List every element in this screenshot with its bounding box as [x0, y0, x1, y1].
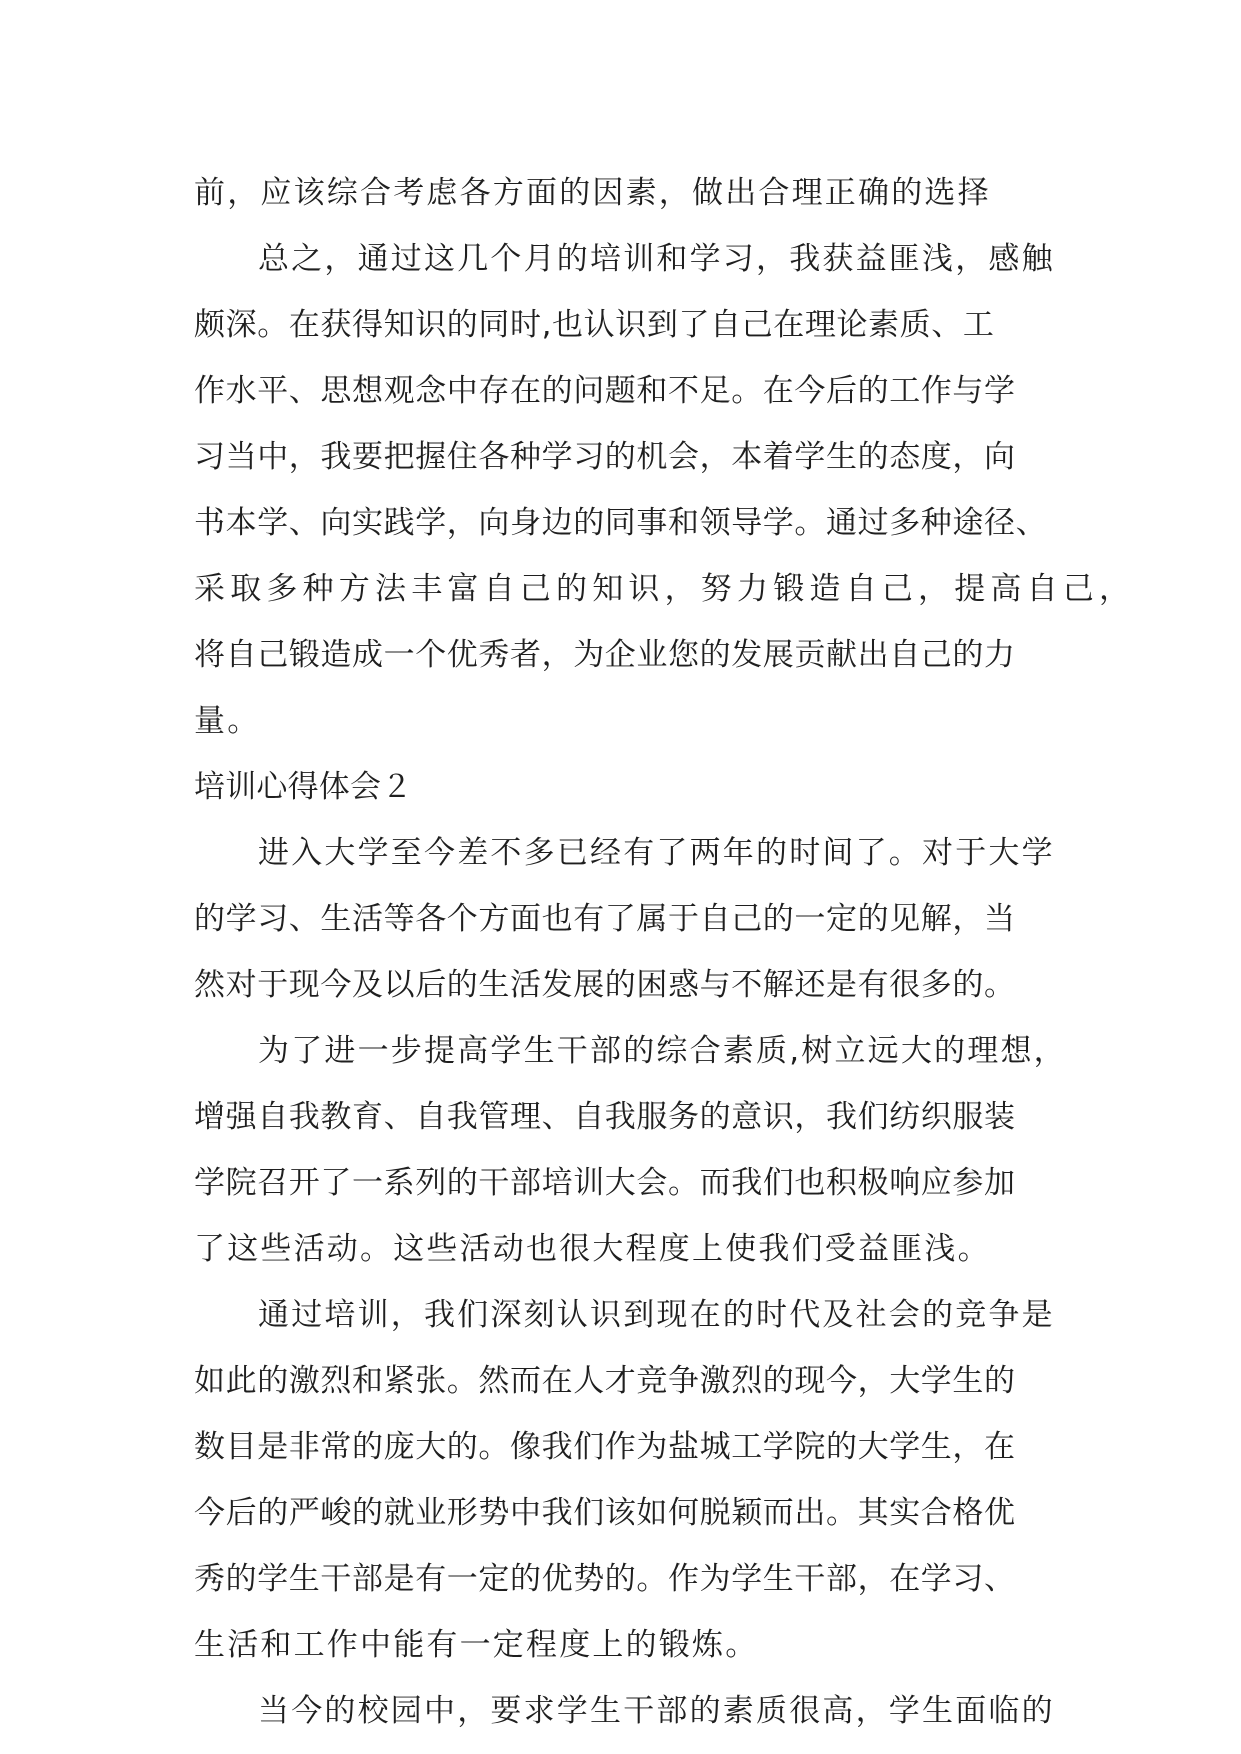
- text-line: 量。: [194, 703, 261, 739]
- text-line: 生活和工作中能有一定程度上的锻炼。: [194, 1627, 759, 1663]
- text-line: 颇深。在获得知识的同时,也认识到了自己在理论素质、工: [194, 307, 995, 343]
- text-line: 采取多种方法丰富自己的知识，努力锻造自己，提高自己，: [194, 571, 1136, 607]
- paragraph-start: 进入大学至今差不多已经有了两年的时间了。对于大学: [258, 835, 1055, 871]
- text-line: 然对于现今及以后的生活发展的困惑与不解还是有很多的。: [194, 967, 1016, 1003]
- text-line: 秀的学生干部是有一定的优势的。作为学生干部，在学习、: [194, 1561, 1016, 1597]
- document-body: [194, 160, 1136, 1744]
- section-heading: 培训心得体会２: [194, 769, 413, 805]
- text-line: 的学习、生活等各个方面也有了属于自己的一定的见解，当: [194, 901, 1016, 937]
- text-line: 将自己锻造成一个优秀者，为企业您的发展贡献出自己的力: [194, 637, 1016, 673]
- paragraph-start: 通过培训，我们深刻认识到现在的时代及社会的竞争是: [258, 1297, 1055, 1333]
- text-line: 作水平、思想观念中存在的问题和不足。在今后的工作与学: [194, 373, 1016, 409]
- text-line: 如此的激烈和紧张。然而在人才竞争激烈的现今，大学生的: [194, 1363, 1016, 1399]
- text-line: 了这些活动。这些活动也很大程度上使我们受益匪浅。: [194, 1231, 991, 1267]
- paragraph-start: 总之，通过这几个月的培训和学习，我获益匪浅，感触: [258, 241, 1055, 277]
- text-line: 学院召开了一系列的干部培训大会。而我们也积极响应参加: [194, 1165, 1016, 1201]
- text-line: 前，应该综合考虑各方面的因素，做出合理正确的选择: [194, 175, 991, 211]
- paragraph-start: 当今的校园中，要求学生干部的素质很高，学生面临的: [258, 1693, 1055, 1729]
- text-line: 数目是非常的庞大的。像我们作为盐城工学院的大学生，在: [194, 1429, 1016, 1465]
- text-line: 增强自我教育、自我管理、自我服务的意识，我们纺织服装: [194, 1099, 1016, 1135]
- paragraph-start: 为了进一步提高学生干部的综合素质,树立远大的理想，: [258, 1033, 1067, 1069]
- text-line: 书本学、向实践学，向身边的同事和领导学。通过多种途径、: [194, 505, 1048, 541]
- text-line: 习当中，我要把握住各种学习的机会，本着学生的态度，向: [194, 439, 1016, 475]
- text-line: 今后的严峻的就业形势中我们该如何脱颖而出。其实合格优: [194, 1495, 1016, 1531]
